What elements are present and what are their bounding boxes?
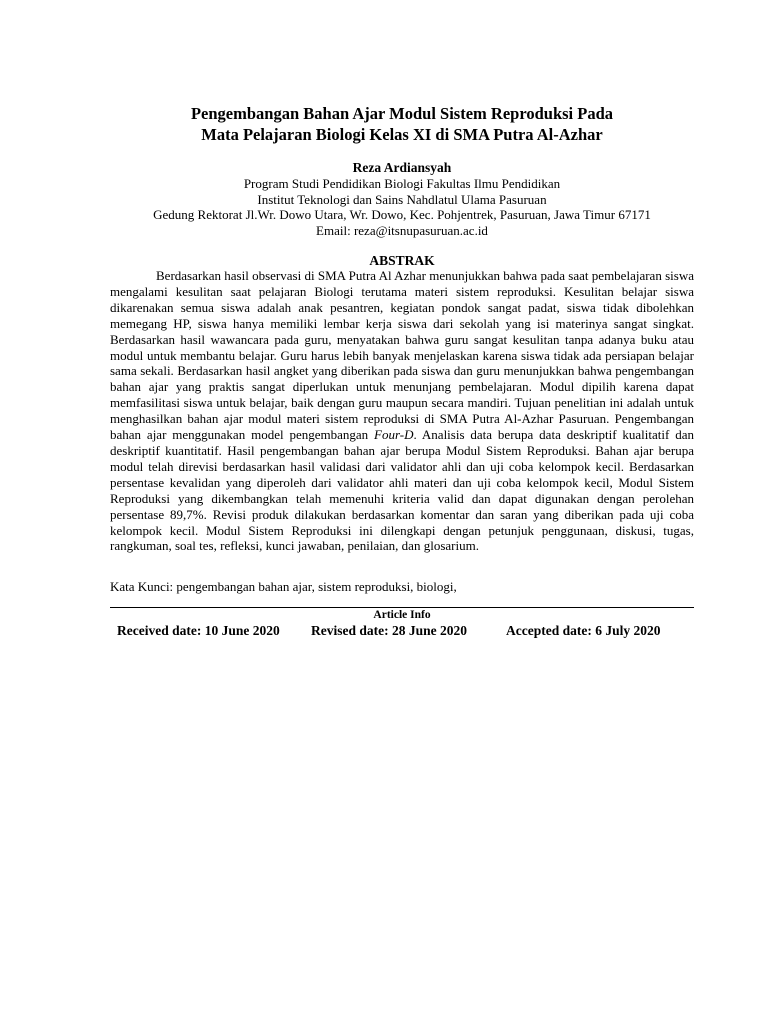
article-info-heading: Article Info [373, 609, 431, 621]
author-name: Reza Ardiansyah [352, 160, 452, 175]
abstract-text-part-2: . Analisis data berupa data deskriptif kualitatif dan deskriptif kuantitatif. Hasil pengembangan bahan ajar berupa Modul Sistem Reproduksi. Bahan ajar berupa modul telah direvisi berdasarkan hasil validasi dari validator ahli dan uji coba kelompok kecil. Berdasarkan persentase kevalidan yang diperoleh dari validator ahli materi dan uji coba kelompok kecil, Modul Sistem Reproduksi yang dikembangkan telah memenuhi kriteria valid dan dapat digunakan dengan perolehan persentase 89,7%. Revisi produk dilakukan berdasarkan komentar dan saran yang diberikan pada uji coba kelompok kecil. Modul Sistem Reproduksi ini dilengkapi dengan petunjuk penggunaan, diskusi, tugas, rangkuman, soal tes, refleksi, kunci jawaban, penilaian, dan glosarium. [110, 427, 694, 554]
title-line-2: Mata Pelajaran Biologi Kelas XI di SMA Putra Al-Azhar [201, 125, 603, 144]
title-line-1: Pengembangan Bahan Ajar Modul Sistem Reproduksi Pada [190, 104, 614, 123]
revised-date: Revised date: 28 June 2020 [311, 623, 467, 638]
affiliation-block [100, 176, 704, 238]
abstract-text-part-1: Berdasarkan hasil observasi di SMA Putra Al Azhar menunjukkan bahwa pada saat pembelajaran siswa mengalami kesulitan saat pelajaran Biologi terutama materi sistem reproduksi. Kesulitan belajar siswa dikarenakan semua siswa adalah anak pesantren, kegiatan pondok sangat padat, siswa tidak dibolehkan memegang HP, siswa hanya memiliki lembar kerja siswa dari sekolah yang isi materinya sangat singkat. Berdasarkan hasil wawancara pada guru, menyatakan bahwa guru sangat kesulitan tanpa adanya buku atau modul untuk membantu belajar. Guru harus lebih banyak menjelaskan karena siswa tidak ada persiapan belajar sama sekali. Berdasarkan hasil angket yang diberikan pada siswa dan guru menunjukkan bahwa pengembangan bahan ajar yang praktis sangat diperlukan untuk menunjang pembelajaran. Modul dipilih karena dapat memfasilitasi siswa untuk belajar, baik dengan guru maupun secara mandiri. Tujuan penelitian ini adalah untuk menghasilkan bahan ajar modul materi sistem reproduksi di SMA Putra Al-Azhar Pasuruan. Pengembangan bahan ajar menggunakan model pengembangan [110, 268, 694, 443]
abstract-italic-term: Four-D [374, 427, 414, 443]
accepted-date: Accepted date: 6 July 2020 [506, 623, 661, 638]
divider-rule [110, 607, 694, 608]
affiliation-program: Program Studi Pendidikan Biologi Fakultas Ilmu Pendidikan [243, 176, 561, 191]
paper-title [100, 103, 704, 145]
abstract-body [110, 268, 694, 554]
affiliation-institute: Institut Teknologi dan Sains Nahdlatul Ulama Pasuruan [257, 191, 547, 207]
received-date: Received date: 10 June 2020 [117, 623, 280, 638]
affiliation-address: Gedung Rektorat Jl.Wr. Dowo Utara, Wr. Dowo, Kec. Pohjentrek, Pasuruan, Jawa Timur 67171 [153, 207, 651, 223]
abstract-heading: ABSTRAK [369, 253, 435, 268]
keywords-line: Kata Kunci: pengembangan bahan ajar, sistem reproduksi, biologi, [110, 579, 457, 594]
author-email: Email: reza@itsnupasuruan.ac.id [316, 222, 488, 238]
